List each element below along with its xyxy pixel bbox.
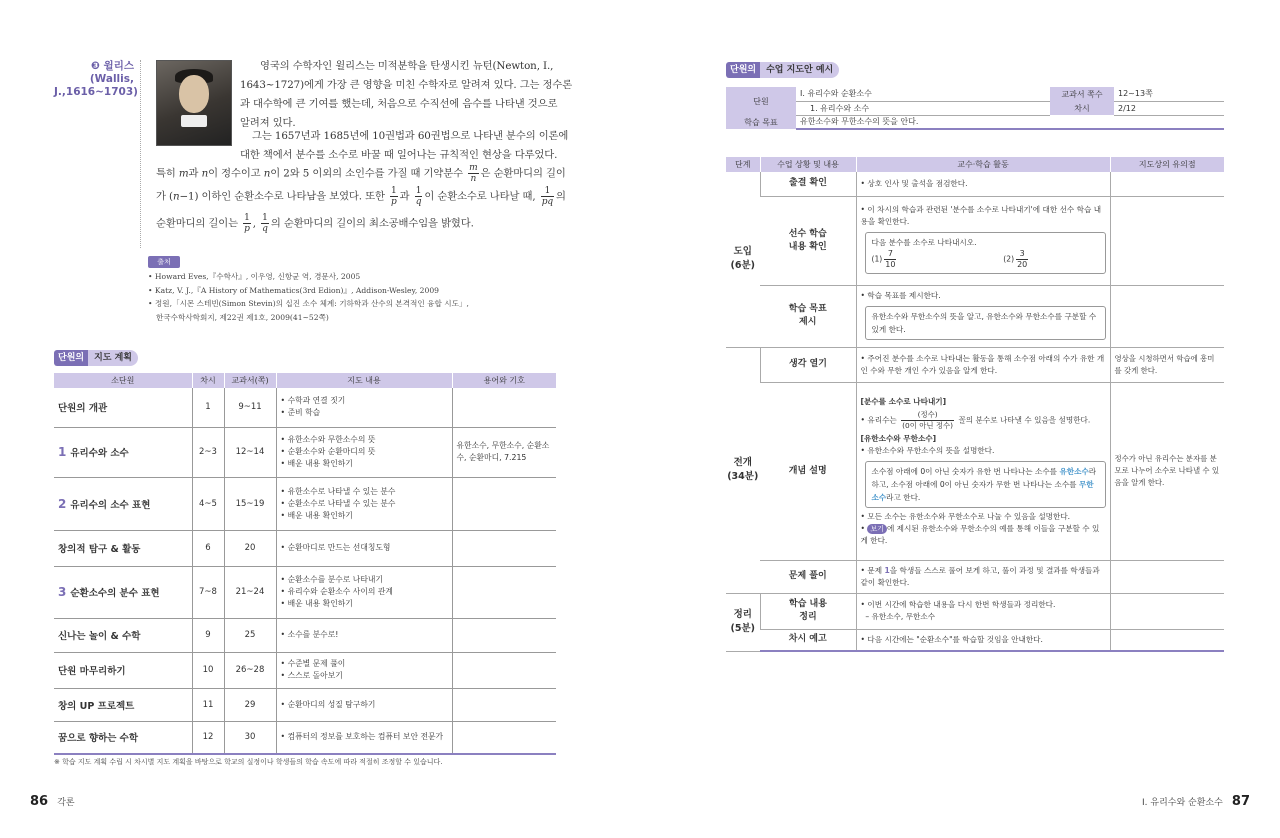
right-page <box>640 0 1280 838</box>
table-row: 개념 설명 [분수를 소수로 나타내기] • 유리수는 $\frac{\text{(정수)}}{\text{(0이 아닌 정수)}}$ 꼴의 분수로 나타낼 수 있음을 설명한다. [유한소수와 무한소수] • 유한소수와 무한소수의 뜻을 설명한다. 소수점 아래에 0이 아닌 숫자가 유한 번 나타나는 소수를 유한소수라 하고, 소수점 아래에 0이 아닌 숫자가 무한 번 나타나는 소수를 무한소수라고 한다. • 모든 소수는 유한소수와 무한소수로 나눌 수 있음을 설명한다. • 보기 에 제시된 유한소수와 무한소수의 예를 통해 이들을 구분할 수 있게 한다. 정수가 아닌 유리수는 분자를 분모로 나누어 소수로 나타낼 수 있음을 알게 한다. <box>726 382 1224 560</box>
fraction-1-pq: $\frac{1}{pq}$ <box>541 186 554 207</box>
goal-box: 유한소수와 무한소수의 뜻을 알고, 유한소수와 무한소수를 구분할 수 있게 한다. <box>865 306 1106 340</box>
section-tag-plan: 단원의 지도 계획 <box>54 350 138 366</box>
wallis-text-line: 영국의 수학자인 윌리스는 미적분학을 탄생시킨 뉴턴(Newton, I., <box>260 60 554 72</box>
wallis-portrait <box>156 60 232 146</box>
col-header: 교수·학습 활동 <box>856 157 1110 172</box>
col-header: 차시 <box>192 373 224 388</box>
table-row: 선수 학습 내용 확인 • 이 차시의 학습과 관련된 '분수를 소수로 나타내기'에 대한 선수 학습 내용을 확인한다. 다음 분수를 소수로 나타내시오. (1) $\frac{7}{10}$ (2) $\frac{3}{20}$ <box>726 196 1224 285</box>
col-header: 소단원 <box>54 373 192 388</box>
table-row: 1 유리수와 소수 2~3 12~14 • 유한소수와 무한소수의 뜻 • 순환소수와 순환마디의 뜻 • 배운 내용 확인하기 유한소수, 무한소수, 순환소수, 순환마디, 7.2̇15̇ <box>54 427 556 477</box>
source-item: • Katz, V. J.,『A History of Mathematics(3rd Edion)』, Addison-Wesley, 2009 <box>148 285 439 295</box>
table-row: 도입 (6분) 출결 확인 • 상호 인사 및 출석을 점검한다. <box>726 172 1224 196</box>
col-header: 지도 내용 <box>276 373 452 388</box>
table-row: 문제 풀이 • 문제 1을 학생들 스스로 풀어 보게 하고, 풀이 과정 및 결과를 학생들과 같이 확인한다. <box>726 560 1224 593</box>
example-chip: 보기 <box>867 524 887 534</box>
fraction-m-n: $\frac{m}{n}$ <box>469 163 478 184</box>
table-row: 2 유리수의 소수 표현 4~5 15~19 • 유한소수로 나타낼 수 있는 분수 • 순환소수로 나타낼 수 있는 분수 • 배운 내용 확인하기 <box>54 477 556 530</box>
table-row: 단원 마무리하기 10 26~28 • 수준별 문제 풀이 • 스스로 돌아보기 <box>54 652 556 688</box>
goal-label: 학습 목표 <box>726 115 796 129</box>
col-header: 용어와 기호 <box>452 373 556 388</box>
unit-info-table: 단원 I. 유리수와 순환소수 교과서 쪽수 12~13쪽 1. 유리수와 소수 차시 2/12 학습 목표 유한소수와 무한소수의 뜻을 안다. <box>726 87 1224 130</box>
col-header: 단계 <box>726 157 760 172</box>
col-header: 지도상의 유의점 <box>1110 157 1224 172</box>
wallis-text-line: 가 (n−1) 이하인 순환소수로 나타남을 보였다. 또한 $\frac{1}{p}$ 과 $\frac{1}{q}$ 이 순환소수로 나타날 때, $\frac{1}{pq}$ 의 <box>156 186 566 207</box>
col-header: 교과서(쪽) <box>224 373 276 388</box>
page-footer <box>30 790 75 809</box>
wallis-label: ❸ 윌리스(Wallis, J.,1616~1703) <box>54 60 138 98</box>
table-row: 꿈으로 향하는 수학 12 30 • 컴퓨터의 정보를 보호하는 컴퓨터 보안 전문가 <box>54 721 556 754</box>
table-row: 학습 목표 제시 • 학습 목표를 제시한다. 유한소수와 무한소수의 뜻을 알고, 유한소수와 무한소수를 구분할 수 있게 한다. <box>726 285 1224 347</box>
page-number: 87 <box>1231 794 1250 809</box>
table-row: 신나는 놀이 & 수학 9 25 • 소수를 분수로! <box>54 618 556 652</box>
lesson-table <box>726 157 1224 652</box>
page-name: 각론 <box>57 798 75 808</box>
wallis-text-line: 순환마디의 길이는 $\frac{1}{p}$ , $\frac{1}{q}$ 의 순환마디의 길이의 최소공배수임을 밝혔다. <box>156 213 474 234</box>
fraction-1-q: $\frac{1}{q}$ <box>415 186 422 207</box>
table-row: 3 순환소수의 분수 표현 7~8 21~24 • 순환소수를 분수로 나타내기 • 유리수와 순환소수 사이의 관계 • 배운 내용 확인하기 <box>54 566 556 618</box>
table-row: 차시 예고 • 다음 시간에는 "순환소수"를 학습할 것임을 안내한다. <box>726 629 1224 651</box>
fraction-1-q: $\frac{1}{q}$ <box>262 213 268 234</box>
wallis-text-line: 알려져 있다. <box>240 117 296 129</box>
fraction-1-p: $\frac{1}{p}$ <box>391 186 397 207</box>
definition-box: 소수점 아래에 0이 아닌 숫자가 유한 번 나타나는 소수를 유한소수라 하고, 소수점 아래에 0이 아닌 숫자가 무한 번 나타나는 소수를 무한소수라고 한다. <box>865 461 1106 508</box>
page-number: 86 <box>30 794 49 809</box>
source-item: 한국수학사학회지, 제22권 제1호, 2009(41~52쪽) <box>156 312 329 322</box>
wallis-text-line: 과 대수학에 큰 기여를 했는데, 처음으로 수직선에 음수를 나타낸 것으로 <box>240 98 558 110</box>
page-footer <box>1142 790 1250 809</box>
footnote: ※ 학습 지도 계획 수립 시 차시별 지도 계획을 바탕으로 학교의 실정이나 학생들의 학습 속도에 따라 적절히 조정할 수 있습니다. <box>54 758 443 766</box>
table-row: 창의 UP 프로젝트 11 29 • 순환마디의 성질 탐구하기 <box>54 688 556 721</box>
source-item: • 정원,「시몬 스테빈(Simon Stevin)의 십진 소수 체계: 기하학과 산수의 본격적인 융합 시도」, <box>148 299 469 308</box>
table-row: 단원의 개관 1 9~11 • 수학과 연결 짓기 • 준비 학습 <box>54 388 556 427</box>
table-row: 정리 (5분) 학습 내용 정리 • 이번 시간에 학습한 내용을 다시 한번 학생들과 정리한다. – 유한소수, 무한소수 <box>726 593 1224 629</box>
section-tag-lesson: 단원의 수업 지도안 예시 <box>726 62 839 78</box>
page-name: I. 유리수와 순환소수 <box>1142 798 1223 808</box>
wallis-text-line: 특히 m과 n이 정수이고 n이 2와 5 이외의 소인수를 가질 때 기약분수 $\frac{m}{n}$ 은 순환마디의 길이 <box>156 163 566 184</box>
table-row: 전개 (34분) 생각 열기 • 주어진 분수를 소수로 나타내는 활동을 통해 소수점 아래의 수가 유한 개인 수와 무한 개인 수가 있음을 알게 한다. 영상을 시청하면서 학습에 흥미를 갖게 한다. <box>726 347 1224 382</box>
wallis-text-line: 그는 1657년과 1685년에 10권법과 60권법으로 나타낸 분수의 이론에 <box>252 130 569 142</box>
sources-list <box>148 270 469 324</box>
wallis-text-line: 1643~1727)에게 가장 큰 영향을 미친 수학자로 알려져 있다. 그는 정수론 <box>240 79 573 91</box>
col-header: 수업 상황 및 내용 <box>760 157 856 172</box>
sources-tag: 출처 <box>148 256 180 268</box>
divider <box>140 60 141 248</box>
unit-label: 단원 <box>726 87 796 115</box>
fraction-1-p: $\frac{1}{p}$ <box>244 213 250 234</box>
wallis-text-line: 대한 책에서 분수를 소수로 바꿀 때 일어나는 규칙적인 현상을 다루었다. <box>240 149 558 161</box>
plan-table <box>54 373 556 755</box>
source-item: • Howard Eves,『수학사』, 이우영, 신항균 역, 경문사, 2005 <box>148 272 361 281</box>
prerequisite-box: 다음 분수를 소수로 나타내시오. (1) $\frac{7}{10}$ (2) $\frac{3}{20}$ <box>865 232 1106 274</box>
table-row: 창의적 탐구 & 활동 6 20 • 순환마디로 만드는 선대칭도형 <box>54 530 556 566</box>
